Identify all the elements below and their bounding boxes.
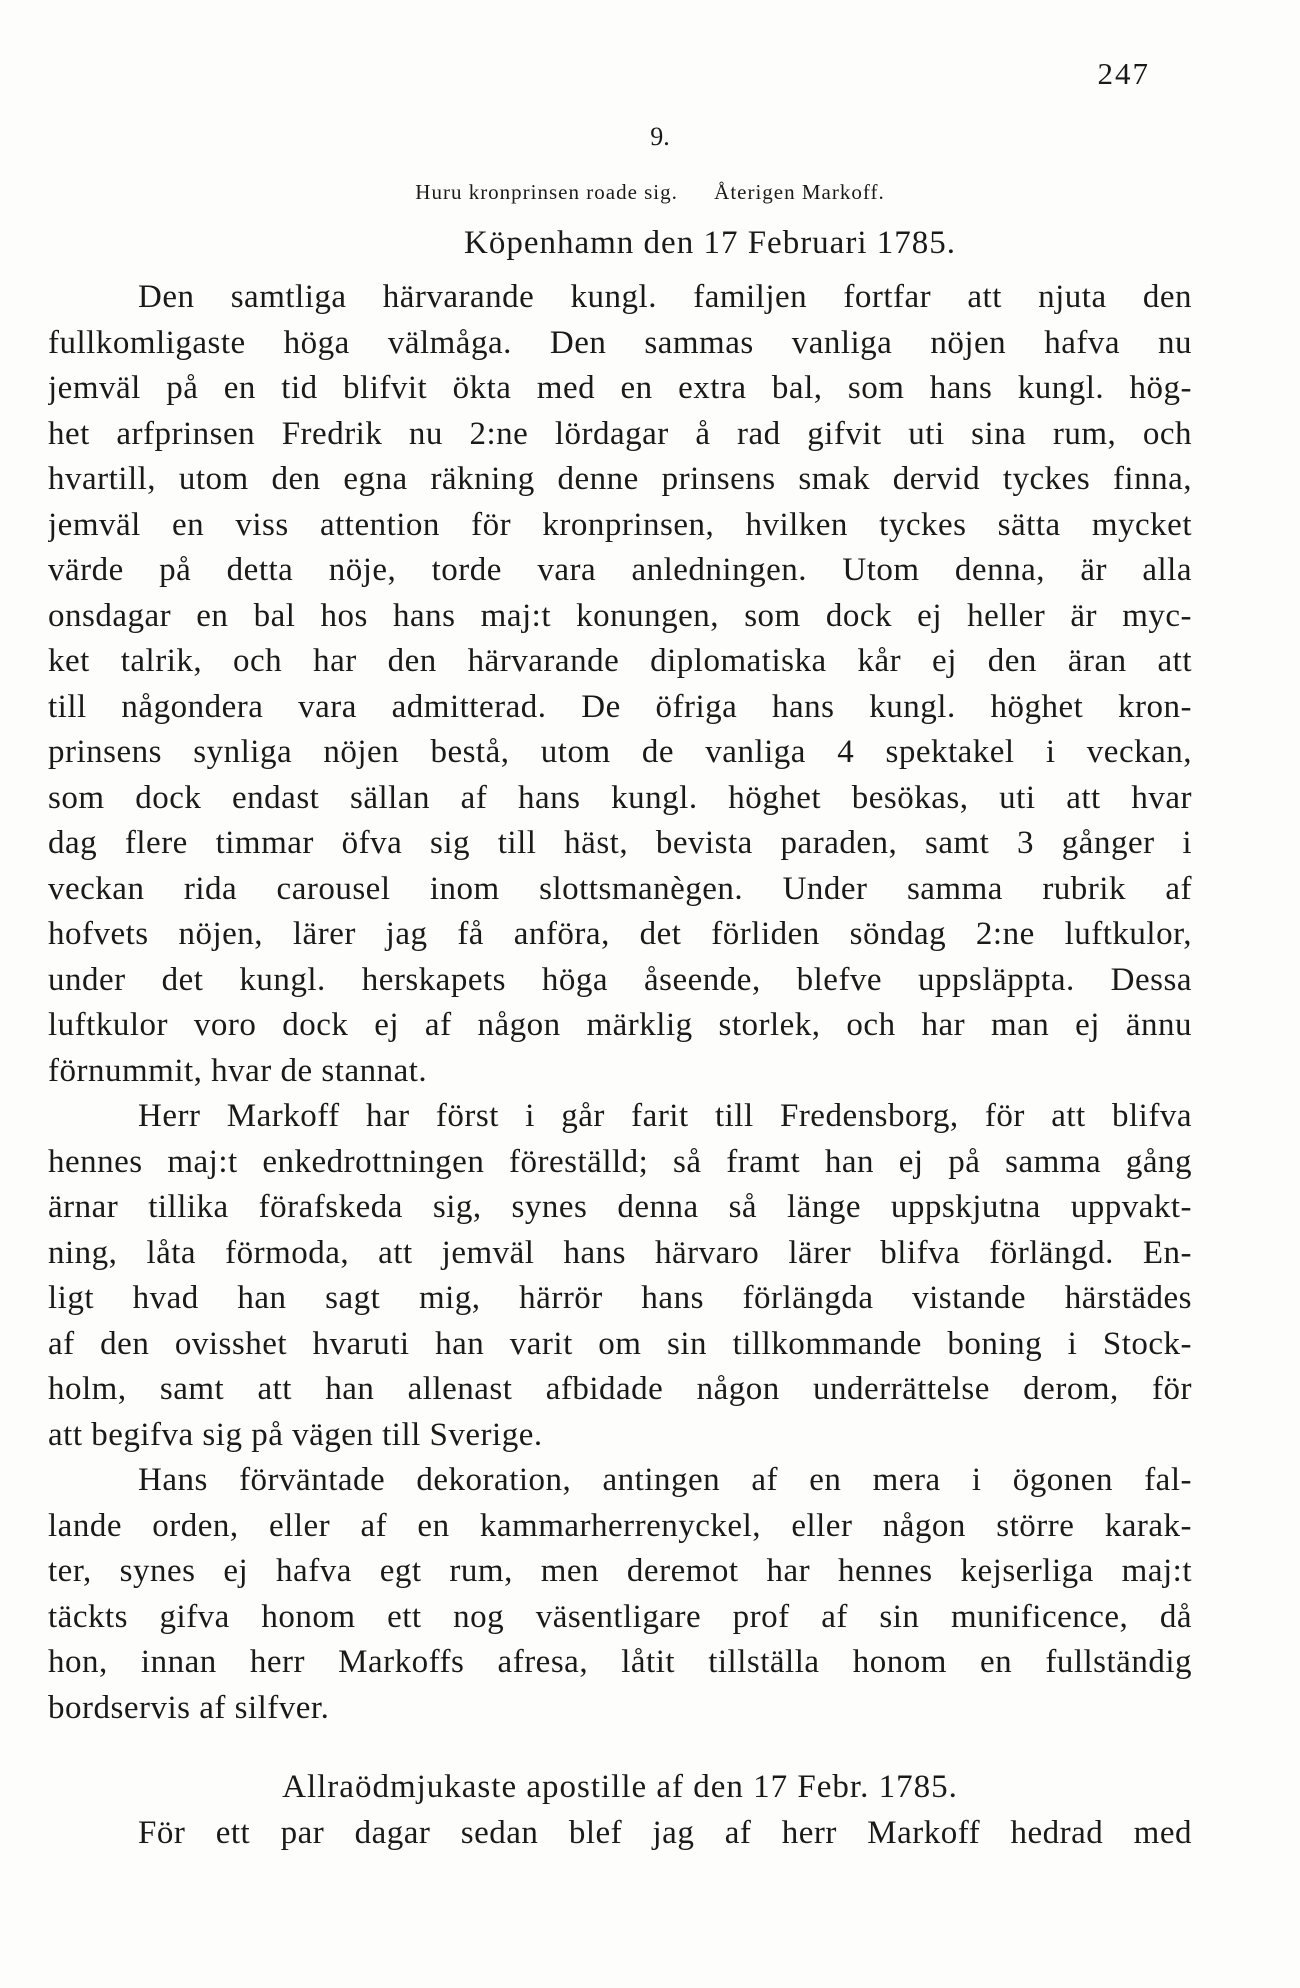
text-line: hofvets nöjen, lärer jag få anföra, det förliden söndag 2:ne luftkulor, <box>48 916 1192 952</box>
letter-summary <box>0 180 1300 205</box>
text-line: veckan rida carousel inom slottsmanègen. Under samma rubrik af <box>48 870 1192 907</box>
text-line: att begifva sig på vägen till Sverige. <box>48 1416 543 1453</box>
page-number: 247 <box>1097 56 1150 91</box>
text-line: ter, synes ej hafva egt rum, men deremot har hennes kejserliga maj:t <box>48 1553 1192 1589</box>
section-gap <box>48 1731 1192 1765</box>
text-line: af den ovisshet hvaruti han varit om sin tillkommande boning i Stock- <box>48 1325 1192 1362</box>
text-line: hon, innan herr Markoffs afresa, låtit tillställa honom en fullständig <box>48 1644 1192 1680</box>
text-line: hennes maj:t enkedrottningen föreställd; så framt han ej på samma gång <box>48 1143 1192 1180</box>
text-line: luftkulor voro dock ej af någon märklig storlek, och har man ej ännu <box>48 1007 1192 1043</box>
apostille-heading: Allraödmjukaste apostille af den 17 Febr. 1785. <box>282 1769 958 1805</box>
paragraph-1 <box>48 275 1192 1094</box>
text-line: jemväl på en tid blifvit ökta med en extra bal, som hans kungl. hög- <box>48 370 1192 406</box>
text-line: bordservis af silfver. <box>48 1689 330 1726</box>
summary-part-2: Återigen Markoff. <box>714 180 885 204</box>
summary-part-1: Huru kronprinsen roade sig. <box>415 180 678 204</box>
text-line: ligt hvad han sagt mig, härrör hans förlängda vistande härstädes <box>48 1280 1192 1316</box>
text-line: holm, samt att han allenast afbidade någon underrättelse derom, för <box>48 1371 1192 1407</box>
text-line: täckts gifva honom ett nog väsentligare prof af sin munificence, då <box>48 1598 1192 1635</box>
text-line: fullkomligaste höga välmåga. Den sammas vanliga nöjen hafva nu <box>48 324 1192 361</box>
text-line: Den samtliga härvarande kungl. familjen fortfar att njuta den <box>138 279 1192 315</box>
paragraph-4 <box>48 1811 1192 1857</box>
text-line: lande orden, eller af en kammarherrenyckel, eller någon större karak- <box>48 1507 1192 1544</box>
paragraph-2 <box>48 1094 1192 1458</box>
letter-body <box>48 275 1192 1856</box>
text-line: under det kungl. herskapets höga åseende, blefve uppsläppta. Dessa <box>48 961 1192 998</box>
paragraph-3 <box>48 1458 1192 1731</box>
text-line: som dock endast sällan af hans kungl. höghet besökas, uti att hvar <box>48 779 1192 816</box>
letter-number: 9. <box>650 122 670 151</box>
text-line: hvartill, utom den egna räkning denne prinsens smak dervid tyckes finna, <box>48 461 1192 497</box>
text-line: ning, låta förmoda, att jemväl hans härvaro lärer blifva förlängd. En- <box>48 1234 1192 1271</box>
text-line: förnummit, hvar de stannat. <box>48 1052 428 1089</box>
text-line: dag flere timmar öfva sig till häst, bevista paraden, samt 3 gånger i <box>48 825 1192 861</box>
text-line: onsdagar en bal hos hans maj:t konungen, som dock ej heller är myc- <box>48 597 1192 634</box>
text-line: ärnar tillika förafskeda sig, synes denna så länge uppskjutna uppvakt- <box>48 1189 1192 1225</box>
text-line: För ett par dagar sedan blef jag af herr Markoff hedrad med <box>138 1814 1192 1851</box>
text-line: het arfprinsen Fredrik nu 2:ne lördagar å rad gifvit uti sina rum, och <box>48 415 1192 452</box>
text-line: Hans förväntade dekoration, antingen af en mera i ögonen fal- <box>138 1462 1192 1498</box>
text-line: prinsens synliga nöjen bestå, utom de vanliga 4 spektakel i veckan, <box>48 734 1192 770</box>
text-line: till någondera vara admitterad. De öfriga hans kungl. höghet kron- <box>48 688 1192 725</box>
text-line: värde på detta nöje, torde vara anledningen. Utom denna, är alla <box>48 552 1192 588</box>
text-line: Herr Markoff har först i går farit till Fredensborg, för att blifva <box>138 1098 1192 1134</box>
text-line: ket talrik, och har den härvarande diplomatiska kår ej den äran att <box>48 643 1192 679</box>
dateline: Köpenhamn den 17 Februari 1785. <box>464 225 956 261</box>
text-line: jemväl en viss attention för kronprinsen, hvilken tyckes sätta mycket <box>48 506 1192 543</box>
